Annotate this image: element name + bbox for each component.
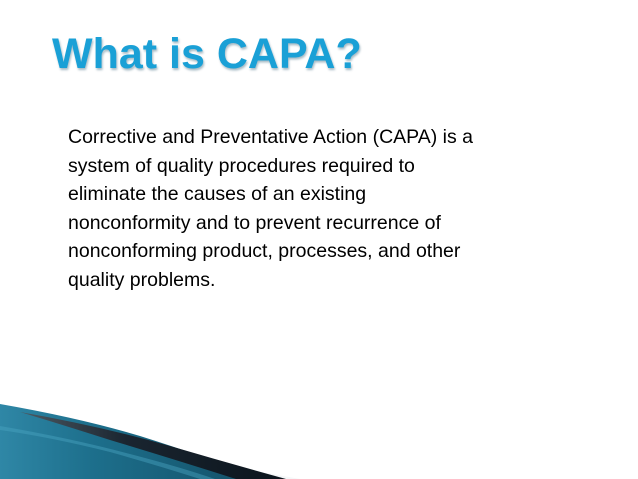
- body-line: quality problems.: [68, 268, 216, 291]
- body-line: eliminate the causes of an existing: [68, 183, 367, 206]
- body-line: nonconformity and to prevent recurrence of: [68, 211, 441, 234]
- body-line: nonconforming product, processes, and other: [68, 240, 461, 263]
- slide-body-text: [68, 123, 608, 295]
- body-line: Corrective and Preventative Action (CAPA) is a: [68, 126, 473, 148]
- body-line: system of quality procedures required to: [68, 154, 415, 177]
- slide-title: What is CAPA?: [52, 30, 362, 78]
